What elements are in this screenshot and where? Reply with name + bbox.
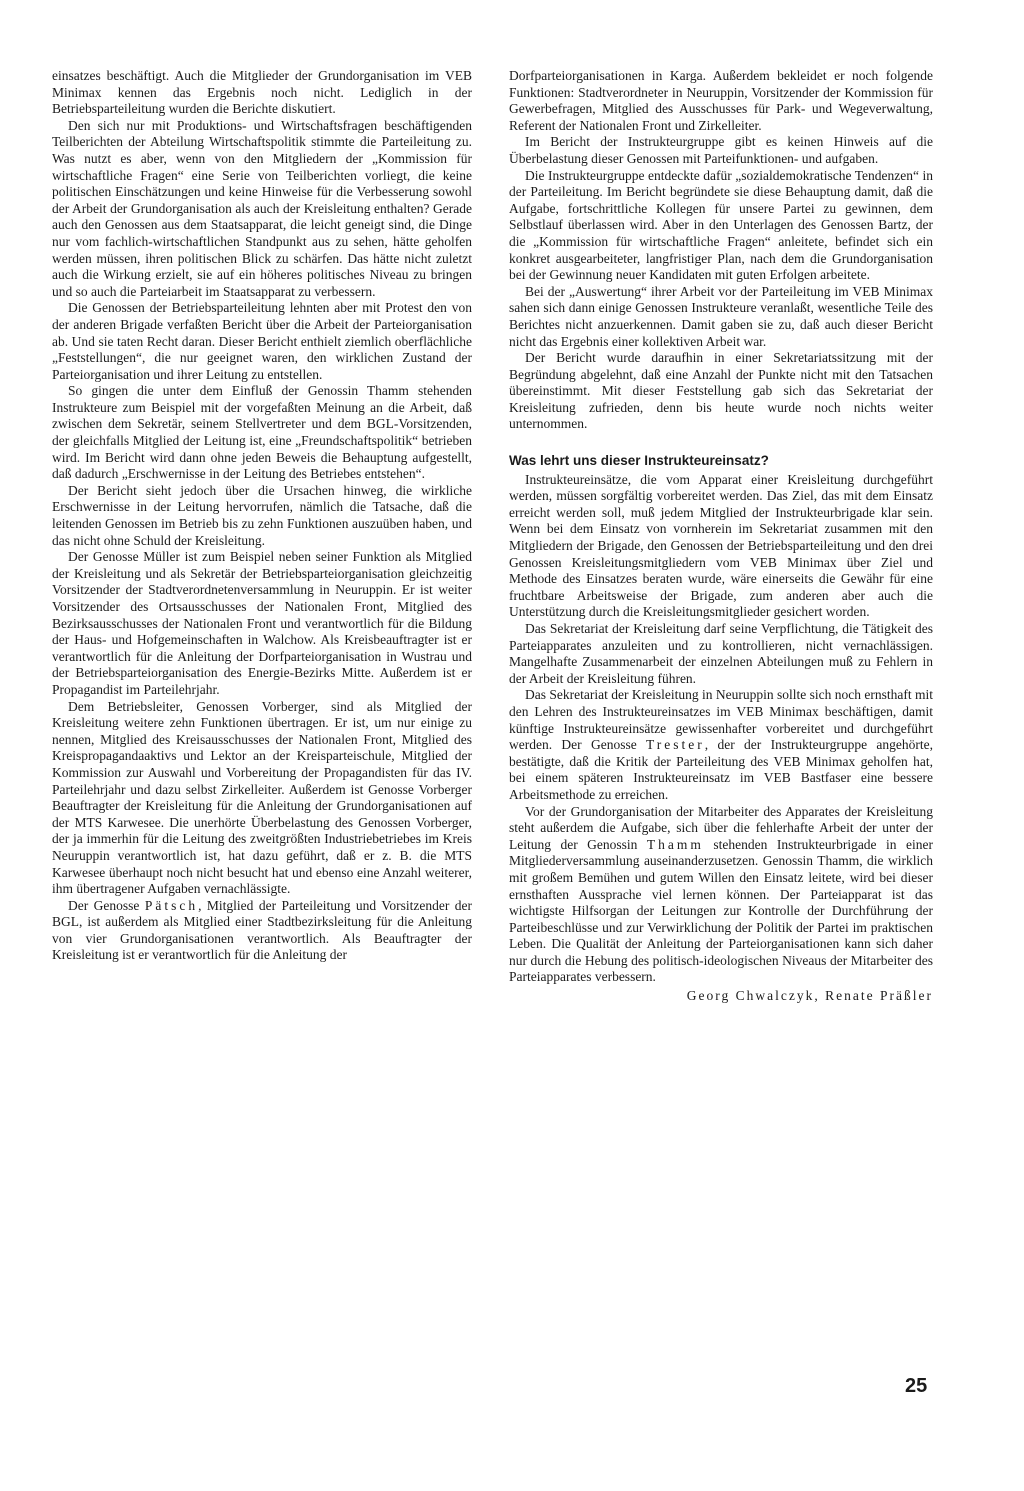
person-name: Thamm xyxy=(646,836,704,852)
paragraph: Den sich nur mit Produktions- und Wirtschaftsfragen beschäftigenden Teilberichten der Abteilung Wirtschaftspolitik stimmte die Parteileitung zu. Was nutzt es aber, wenn von den Mitgliedern der „Kommission für wirtschaftliche Fragen“ eine Serie von Teilberichten vorliegt, die keine politischen Einschätzungen und keine Hinweise für die Verbesserung sowohl der Arbeit der Grundorganisation als auch der Kreisleitung enthalten? Gerade auch den Genossen aus dem Staatsapparat, die leicht geneigt sind, die Dinge nur vom fachlich-wirtschaftlichen Standpunkt aus zu sehen, hätte geholfen werden müssen, ihren politischen Blick zu schärfen. Das hätte nicht zuletzt auch die Wirkung erzielt, sie auf ein höheres politisches Niveau zu bringen und so auch die Parteiarbeit im Staatsapparat zu verbessern. xyxy=(52,117,472,299)
person-name: Pätsch xyxy=(144,897,199,913)
person-name: Trester xyxy=(646,737,705,753)
page-number: 25 xyxy=(905,1375,928,1397)
text-run: Der Genosse xyxy=(68,897,145,913)
paragraph-trester xyxy=(509,687,933,803)
paragraph: Dorfparteiorganisationen in Karga. Außerdem bekleidet er noch folgende Funktionen: Stadtverordneter in Neuruppin, Vorsitzender der Kommission für Gewerbefragen, Mitglied des Ausschusses für Park- und Wegeverwaltung, Referent der Nationalen Front und Zirkelleiter. xyxy=(509,68,933,133)
paragraph: Bei der „Auswertung“ ihrer Arbeit vor der Parteileitung im VEB Minimax sahen sich dann einige Genossen Instrukteure veranlaßt, wesentliche Teile des Berichtes nicht anzuerkennen. Damit gaben sie zu, daß auch dieser Bericht nicht das Ergebnis einer kollektiven Arbeit war. xyxy=(509,283,933,349)
paragraph: Der Bericht wurde daraufhin in einer Sekretariatssitzung mit der Begründung abgelehnt, daß eine Anzahl der Punkte nicht mit den Tatsachen übereinstimmt. Mit dieser Feststellung gab sich das Sekretariat der Kreisleitung zufrieden, denn bis heute wurde noch nichts weiter unternommen. xyxy=(509,350,933,432)
paragraph: einsatzes beschäftigt. Auch die Mitglieder der Grundorganisation im VEB Minimax kennen das Ergebnis noch nicht. Lediglich in der Betriebsparteileitung wurden die Berichte diskutiert. xyxy=(52,68,472,117)
text-run: , der der Instrukteurgruppe angehörte, bestätigte, daß die Kritik der Parteileitung des VEB Minimax geholfen hat, bei einem späteren Instrukteureinsatz im VEB Bastfaser eine bessere Arbeitsmethode zu erreichen. xyxy=(509,737,933,802)
left-column xyxy=(52,68,472,964)
paragraph: Im Bericht der Instrukteurgruppe gibt es keinen Hinweis auf die Überbelastung dieser Genossen mit Parteifunktionen- und aufgaben. xyxy=(509,134,933,166)
paragraph: Instrukteureinsätze, die vom Apparat einer Kreisleitung durchgeführt werden, müssen sorgfältig vorbereitet werden. Das Ziel, das mit dem Einsatz erreicht werden soll, muß jedem Mitglied der Instrukteurbrigade klar sein. Wenn bei dem Einsatz von vornherein im Sekretariat zusammen mit den Mitgliedern der Brigade, den Genossen der Betriebsparteileitung und den drei Genossen Kreisleitungsmitgliedern vom VEB Minimax über Ziel und Methode des Einsatzes beraten wurde, wäre einerseits die Gewähr für eine fruchtbare Arbeitsweise der Brigade, zum anderen aber auch die Unterstützung durch die Kreisleitungsmitglieder gesichert worden. xyxy=(509,471,933,620)
paragraph: Das Sekretariat der Kreisleitung darf seine Verpflichtung, die Tätigkeit des Parteiapparates anzuleiten und zu kontrollieren, nicht vernachlässigen. Mangelhafte Zusammenarbeit der einzelnen Abteilungen muß zu Fehlern in der Arbeit der Kreisleitung führen. xyxy=(509,621,933,686)
paragraph: Die Genossen der Betriebsparteileitung lehnten aber mit Protest den von der anderen Brigade verfaßten Bericht über die Arbeit der Parteiorganisation ab. Und sie taten Recht daran. Dieser Bericht enthielt ziemlich oberflächliche „Feststellungen“, die nur geeignet waren, den wirklichen Zustand der Parteiorganisation und ihrer Leitung zu entstellen. xyxy=(52,300,472,382)
right-column xyxy=(509,68,933,1005)
paragraph: Der Genosse Müller ist zum Beispiel neben seiner Funktion als Mitglied der Kreisleitung und als Sekretär der Betriebsparteiorganisation gleichzeitig Vorsitzender der Stadtverordnetenversammlung in Neuruppin. Er ist weiter Vorsitzender des Ortsausschusses der Nationalen Front, Mitglied des Bezirksausschusses der Nationalen Front und verantwortlich für die Bildung der Haus- und Hofgemeinschaften in Walchow. Als Kreisbeauftragter ist er verantwortlich für die Anleitung der Dorfparteiorganisation in Wustrau und der Betriebsparteiorganisation des Energie-Bezirks Mitte. Außerdem ist er Propagandist im Parteilehrjahr. xyxy=(52,549,472,697)
paragraph: Dem Betriebsleiter, Genossen Vorberger, sind als Mitglied der Kreisleitung weitere zehn Funktionen übertragen. Er ist, um nur einige zu nennen, Mitglied des Kreisausschusses der Nationalen Front, Mitglied des Kreispropagandaaktivs und Lektor an der Kreisparteischule, Mitglied der Kommission zur Auswahl und Vorbereitung der Propagandisten für das IV. Parteilehrjahr und dazu selbst Zirkelleiter. Außerdem ist Genosse Vorberger Beauftragter der Kreisleitung für die Anleitung der Grundorganisationen auf der MTS Karwesee. Die unerhörte Überbelastung des Genossen Vorberger, der ja immerhin für die Leitung des zweitgrößten Industriebetriebes im Kreis Neuruppin verantwortlich ist, hat dazu geführt, daß er z. B. die MTS Karwesee überhaupt noch nicht besucht hat und ebenso eine Anzahl weiterer, ihm übertragener Aufgaben vernachlässigte. xyxy=(52,698,472,897)
paragraph: So gingen die unter dem Einfluß der Genossin Thamm stehenden Instrukteure zum Beispiel mit der vorgefaßten Meinung an die Arbeit, daß zwischen dem Sekretär, seinem Stellvertreter und dem BGL-Vorsitzenden, der gleichfalls Mitglied der Leitung ist, eine „Freundschaftspolitik“ betrieben wird. Im Bericht wird dann ohne jeden Beweis die Behauptung aufgestellt, daß dadurch „Erschwernisse in der Leitung des Betriebes entstehen“. xyxy=(52,383,472,482)
paragraph-thamm xyxy=(509,804,933,987)
paragraph: Die Instrukteurgruppe entdeckte dafür „sozialdemokratische Tendenzen“ in der Parteileitung. Im Bericht begründete sie diese Behauptung damit, daß die Aufgabe, fortschrittliche Kollegen für unsere Partei zu gewinnen, dem Selbstlauf überlassen wird. Aber in den Unterlagen des Genossen Bartz, der die „Kommission für wirtschaftliche Fragen“ anleitete, befindet sich ein konkret ausgearbeiteter, langfristiger Plan, nach dem die Grundorganisation bei der Gewinnung neuer Kandidaten mit guten Erfolgen arbeitete. xyxy=(509,167,933,283)
paragraph-paetsch xyxy=(52,898,472,964)
paragraph: Der Bericht sieht jedoch über die Ursachen hinweg, die wirkliche Erschwernisse in der Leitung hervorrufen, nämlich die Tatsache, daß die leitenden Genossen im Betrieb bis zu zehn Funktionen auszuüben haben, und das nicht ohne Schuld der Kreisleitung. xyxy=(52,482,472,548)
text-run: Das Sekretariat der Kreisleitung in Neuruppin sollte sich noch ernsthaft mit den Lehren des Instrukteureinsatzes im VEB Minimax beschäftigen, damit künftige Instrukteureinsätze gewissenhafter vorbereitet und durchgeführt werden. Der Genosse xyxy=(509,687,933,753)
text-run: stehenden Instrukteurbrigade in einer Mitgliederversammlung auseinanderzusetzen. Genossin Thamm, die wirklich mit großem Bemühen und gutem Willen den Einsatz leitete, wird bei dieser ernsthaften Aussprache viel lernen können. Der Parteiapparat ist das wichtigste Hilfsorgan der Leitungen zur Kontrolle der Durchführung der Parteibeschlüsse und zur Verwirklichung der Politik der Partei im praktischen Leben. Die Qualität der Anleitung der Parteiorganisationen kann sich daher nur durch die Hebung des politisch-ideologischen Niveaus der Mitarbeiter des Parteiapparates verbessern. xyxy=(509,836,933,985)
section-heading: Was lehrt uns dieser Instrukteureinsatz? xyxy=(509,453,769,469)
text-run: Vor der Grundorganisation der Mitarbeiter des Apparates der Kreisleitung steht außerdem die Aufgabe, sich über die fehlerhafte Arbeit der unter der Leitung der Genossin xyxy=(509,803,933,852)
text-run: , Mitglied der Parteileitung und Vorsitzender der BGL, ist außerdem als Mitglied einer Stadtbezirksleitung für die Anleitung von vier Grundorganisationen verantwortlich. Als Beauftragter der Kreisleitung ist er verantwortlich für die Anleitung der xyxy=(52,897,472,963)
author-signature: Georg Chwalczyk, Renate Präßler xyxy=(686,988,933,1004)
